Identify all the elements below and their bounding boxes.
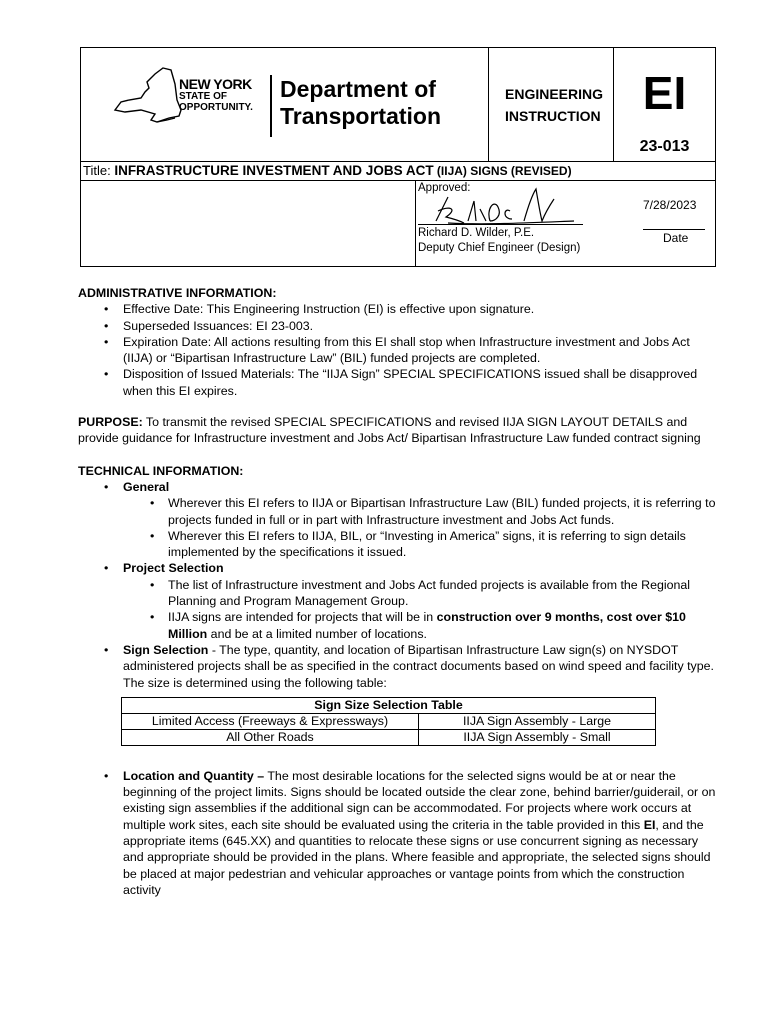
nysdot-logo — [81, 48, 489, 161]
list-item: • Expiration Date: All actions resulting from this EI shall stop when Infrastructure investment and Jobs Act (IIJA) or “Bipartisan Infrastructure Law” (BIL) funded projects are completed. — [78, 334, 718, 367]
date-label: Date — [663, 231, 689, 245]
table-cell: IIJA Sign Assembly - Large — [419, 713, 656, 729]
general-sublist — [123, 495, 718, 560]
table-row — [122, 713, 656, 729]
ei-abbrev: EI — [642, 67, 687, 119]
ei-number: 23-013 — [639, 138, 690, 155]
signer-name: Richard D. Wilder, P.E. — [418, 227, 535, 239]
approval-date: 7/28/2023 — [643, 198, 697, 212]
list-item: • Location and Quantity – The most desirable locations for the selected signs would be at or near the beginning of the project limits. Signs should be located outside the clear zone, behind barrier/guiderail, or on existing sign assemblies if the additional sign can be accommodated. For projects where work occurs at multiple work sites, each site should be evaluated using the criteria in the table provided in this EI, and the appropriate items (645.XX) and quantities to relocate these signs or use concurrent signing as necessary and appropriate should be provided in the plans. Where feasible and appropriate, the selected signs should be placed at major pedestrian and vehicular approaches or vantage points from which the construction activity — [78, 768, 718, 898]
ei-number-box — [614, 48, 715, 161]
list-item: • The list of Infrastructure investment and Jobs Act funded projects is available from the Regional Planning and Program Management Group. — [123, 577, 718, 610]
signature-line — [418, 224, 583, 225]
table-title: Sign Size Selection Table — [122, 697, 656, 713]
technical-heading: TECHNICAL INFORMATION: — [78, 463, 244, 478]
list-item — [78, 479, 718, 560]
technical-list — [78, 479, 718, 691]
header-top-row — [81, 48, 715, 162]
date-line — [643, 229, 705, 230]
list-item: • Wherever this EI refers to IIJA or Bipartisan Infrastructure Law (BIL) funded projects, it is referring to projects funded in full or in part with Infrastructure investment and Jobs Act funds. — [123, 495, 718, 528]
ny-state-map-icon — [111, 66, 183, 124]
table-header-row — [122, 697, 656, 713]
list-item: • Effective Date: This Engineering Instruction (EI) is effective upon signature. — [78, 301, 718, 317]
signature-image — [424, 187, 584, 229]
admin-heading: ADMINISTRATIVE INFORMATION: — [78, 286, 277, 300]
table-cell: Limited Access (Freeways & Expressways) — [122, 713, 419, 729]
document-title: Title: INFRASTRUCTURE INVESTMENT AND JOBS ACT (IIJA) SIGNS (REVISED) — [81, 162, 715, 181]
list-item: • Disposition of Issued Materials: The “IIJA Sign” SPECIAL SPECIFICATIONS issued shall be disapproved when this EI expires. — [78, 366, 718, 399]
list-item: • Wherever this EI refers to IIJA, BIL, or “Investing in America” signs, it is referring to sign details implemented by the specifications it issued. — [123, 528, 718, 561]
list-item: • IIJA signs are intended for projects that will be in construction over 9 months, cost over $10 Million and be at a limited number of locations. — [123, 609, 718, 642]
purpose-paragraph: PURPOSE: To transmit the revised SPECIAL SPECIFICATIONS and revised IIJA SIGN LAYOUT DETAILS and provide guidance for Infrastructure investment and Jobs Act/ Bipartisan Infrastructure Law funded contract signing — [78, 415, 701, 446]
list-item: • Superseded Issuances: EI 23-003. — [78, 318, 718, 334]
approval-block — [416, 181, 715, 266]
header-box — [80, 47, 716, 267]
engineering-instruction-label: ENGINEERING INSTRUCTION — [489, 48, 614, 161]
list-item — [78, 560, 718, 641]
signer-info — [418, 226, 580, 256]
table-cell: IIJA Sign Assembly - Small — [419, 729, 656, 745]
signer-title: Deputy Chief Engineer (Design) — [418, 242, 581, 254]
project-sublist — [123, 577, 718, 642]
project-selection-heading: Project Selection — [123, 561, 224, 576]
list-item: • Sign Selection - The type, quantity, and location of Bipartisan Infrastructure Law sign(s) on NYSDOT administered projects shall be as specified in the contract documents based on wind speed and facility type. The size is determined using the following table: — [78, 642, 718, 691]
sign-size-table — [121, 697, 656, 746]
table-row — [122, 729, 656, 745]
logo-divider — [270, 75, 272, 137]
purpose-heading: PURPOSE: — [78, 415, 143, 430]
approval-row — [81, 181, 715, 266]
department-name: Department of Transportation — [280, 76, 442, 129]
approved-label: Approved: — [418, 182, 471, 194]
ny-wordmark: NEW YORK STATE OF OPPORTUNITY. — [179, 76, 253, 113]
location-heading: Location and Quantity – — [123, 768, 265, 783]
sign-selection-heading: Sign Selection — [123, 642, 209, 657]
general-heading: General — [123, 479, 170, 494]
document-body — [78, 285, 718, 898]
admin-list — [78, 301, 718, 399]
location-list — [78, 768, 718, 898]
table-cell: All Other Roads — [122, 729, 419, 745]
